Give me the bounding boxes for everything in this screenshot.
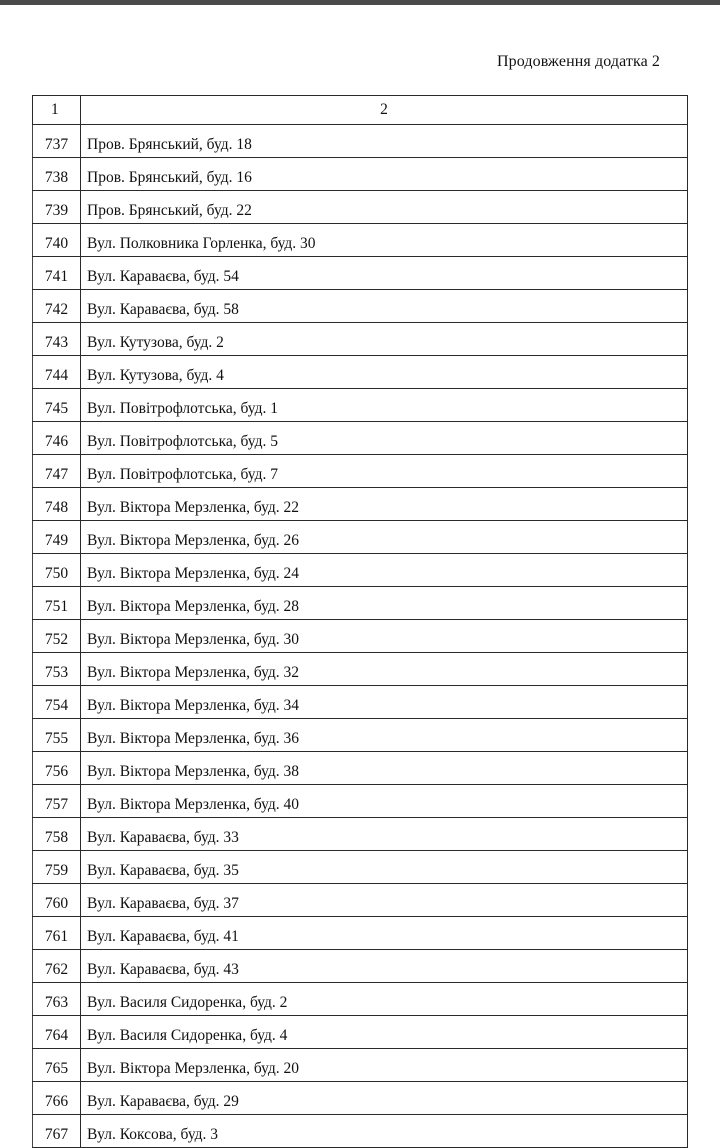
table-body [33,125,688,1148]
table-row [33,323,688,356]
row-number: 753 [33,653,81,686]
row-number: 745 [33,389,81,422]
row-address: Вул. Повітрофлотська, буд. 7 [81,455,688,488]
table-row [33,653,688,686]
row-address: Вул. Караваєва, буд. 41 [81,917,688,950]
row-number: 741 [33,257,81,290]
table-row [33,917,688,950]
row-address: Вул. Караваєва, буд. 33 [81,818,688,851]
row-address: Вул. Віктора Мерзленка, буд. 38 [81,752,688,785]
table-row [33,785,688,818]
row-number: 754 [33,686,81,719]
row-number: 761 [33,917,81,950]
row-number: 740 [33,224,81,257]
row-number: 755 [33,719,81,752]
table-row [33,125,688,158]
table-row [33,191,688,224]
row-number: 752 [33,620,81,653]
table-row [33,983,688,1016]
row-number: 749 [33,521,81,554]
table-row [33,290,688,323]
row-number: 748 [33,488,81,521]
table-row [33,752,688,785]
table-row [33,455,688,488]
table-row [33,224,688,257]
row-number: 738 [33,158,81,191]
table-row [33,884,688,917]
row-address: Вул. Караваєва, буд. 37 [81,884,688,917]
table-row [33,1016,688,1049]
row-address: Вул. Василя Сидоренка, буд. 2 [81,983,688,1016]
row-number: 766 [33,1082,81,1115]
row-address: Вул. Повітрофлотська, буд. 1 [81,389,688,422]
row-number: 765 [33,1049,81,1082]
row-address: Вул. Віктора Мерзленка, буд. 20 [81,1049,688,1082]
row-address: Вул. Полковника Горленка, буд. 30 [81,224,688,257]
table-row [33,719,688,752]
row-address: Вул. Віктора Мерзленка, буд. 34 [81,686,688,719]
row-address: Вул. Віктора Мерзленка, буд. 40 [81,785,688,818]
row-number: 757 [33,785,81,818]
row-address: Вул. Караваєва, буд. 35 [81,851,688,884]
row-address: Вул. Віктора Мерзленка, буд. 26 [81,521,688,554]
row-number: 762 [33,950,81,983]
table-row [33,422,688,455]
row-number: 767 [33,1115,81,1148]
table-row [33,818,688,851]
table-row [33,389,688,422]
row-number: 743 [33,323,81,356]
row-address: Пров. Брянський, буд. 18 [81,125,688,158]
row-number: 764 [33,1016,81,1049]
row-address: Вул. Василя Сидоренка, буд. 4 [81,1016,688,1049]
table-header-row [33,96,688,125]
row-address: Вул. Віктора Мерзленка, буд. 24 [81,554,688,587]
row-address: Вул. Віктора Мерзленка, буд. 30 [81,620,688,653]
table-row [33,521,688,554]
table-row [33,1082,688,1115]
row-number: 759 [33,851,81,884]
row-number: 756 [33,752,81,785]
address-table [32,95,688,1148]
row-address: Вул. Віктора Мерзленка, буд. 36 [81,719,688,752]
row-number: 760 [33,884,81,917]
row-address: Вул. Караваєва, буд. 58 [81,290,688,323]
table-row [33,488,688,521]
row-address: Вул. Караваєва, буд. 29 [81,1082,688,1115]
row-number: 751 [33,587,81,620]
table-row [33,851,688,884]
row-address: Вул. Віктора Мерзленка, буд. 22 [81,488,688,521]
column-header-number: 1 [33,96,81,125]
row-address: Вул. Кутузова, буд. 4 [81,356,688,389]
row-number: 750 [33,554,81,587]
row-address: Вул. Коксова, буд. 3 [81,1115,688,1148]
row-address: Вул. Кутузова, буд. 2 [81,323,688,356]
row-address: Вул. Повітрофлотська, буд. 5 [81,422,688,455]
row-address: Пров. Брянський, буд. 22 [81,191,688,224]
table-row [33,1115,688,1148]
table-row [33,158,688,191]
viewer-top-bar [0,0,720,5]
row-number: 744 [33,356,81,389]
row-address: Вул. Віктора Мерзленка, буд. 28 [81,587,688,620]
table-row [33,356,688,389]
table-row [33,686,688,719]
table-row [33,950,688,983]
table-row [33,620,688,653]
row-number: 747 [33,455,81,488]
column-header-address: 2 [81,96,688,125]
row-address: Вул. Караваєва, буд. 54 [81,257,688,290]
appendix-continuation-note: Продовження додатка 2 [497,53,660,70]
row-number: 746 [33,422,81,455]
row-number: 763 [33,983,81,1016]
row-number: 742 [33,290,81,323]
row-address: Пров. Брянський, буд. 16 [81,158,688,191]
table-row [33,257,688,290]
row-number: 737 [33,125,81,158]
row-address: Вул. Віктора Мерзленка, буд. 32 [81,653,688,686]
row-number: 758 [33,818,81,851]
table-row [33,1049,688,1082]
row-address: Вул. Караваєва, буд. 43 [81,950,688,983]
table-row [33,587,688,620]
table-row [33,554,688,587]
row-number: 739 [33,191,81,224]
